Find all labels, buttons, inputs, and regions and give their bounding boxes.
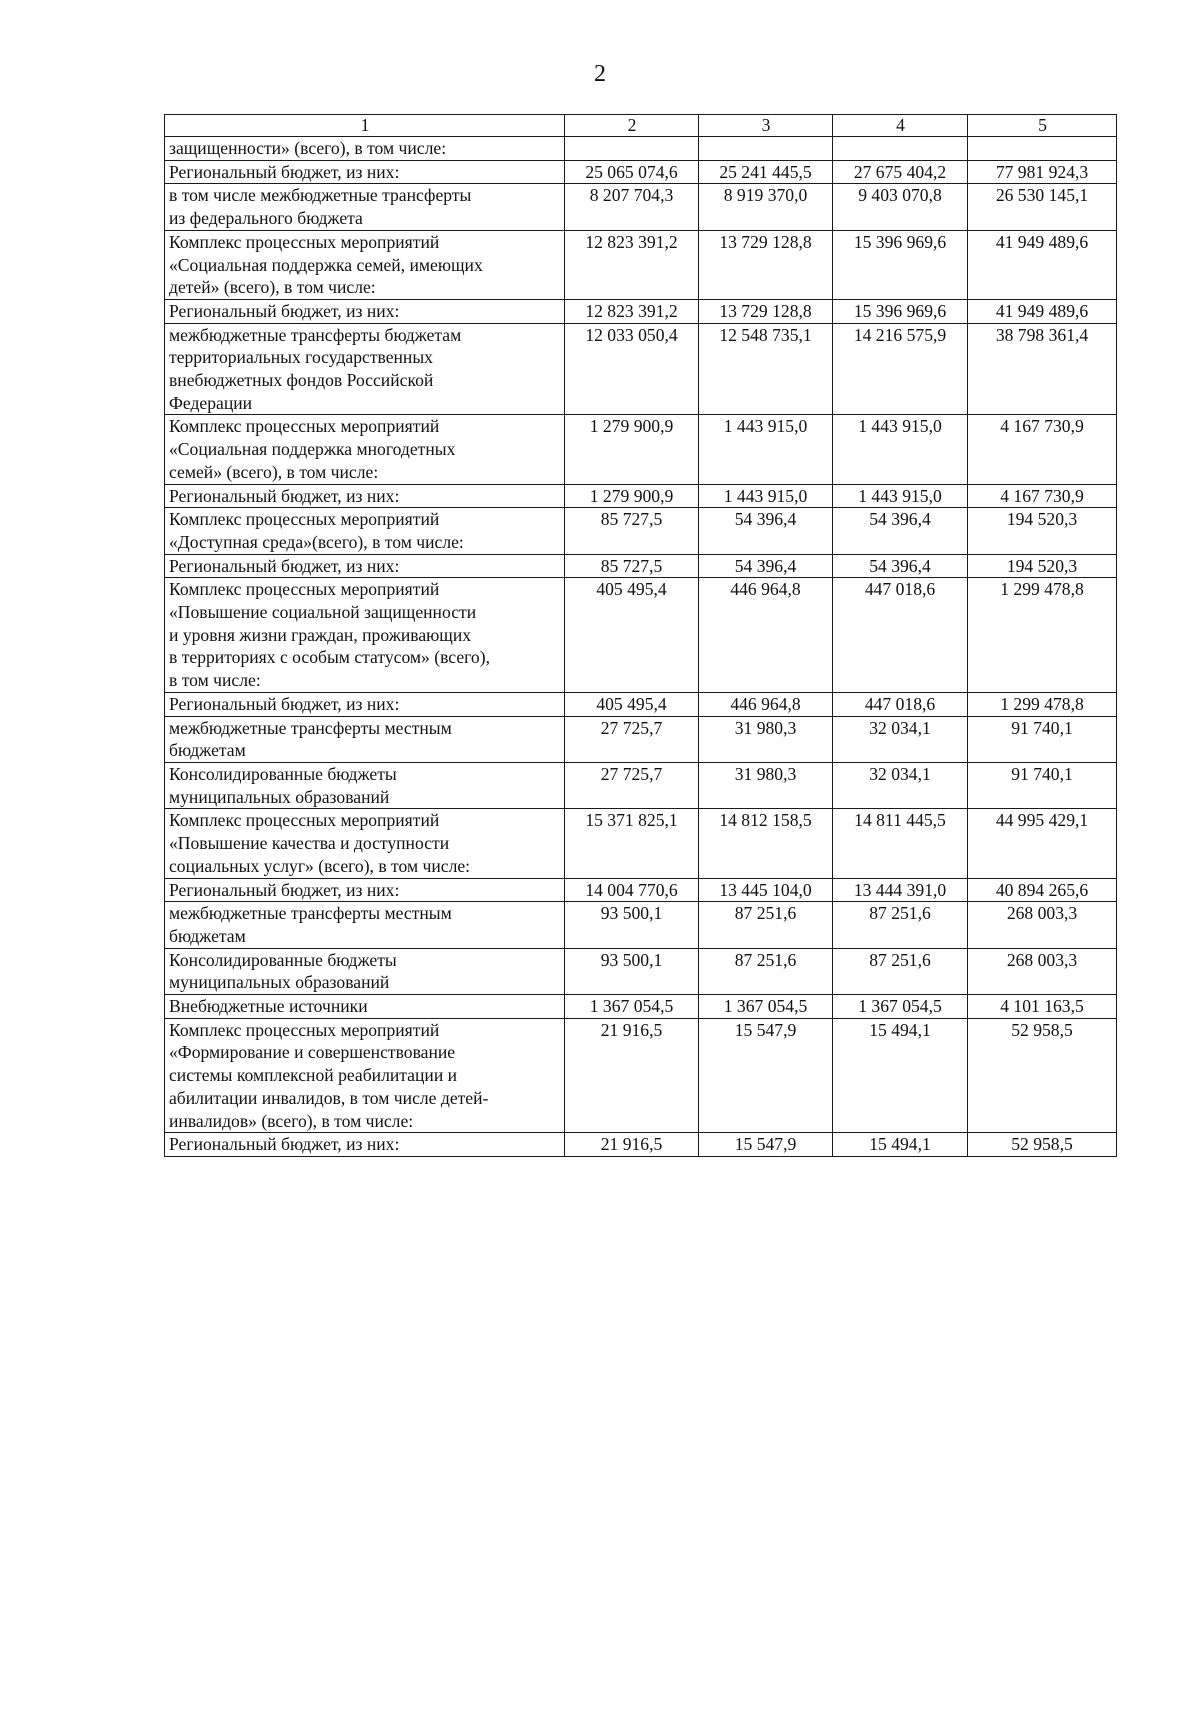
column-header: 4 xyxy=(833,115,968,137)
row-label: Региональный бюджет, из них: xyxy=(165,554,565,578)
value-cell-col5: 1 299 478,8 xyxy=(968,692,1117,716)
value-cell-col4: 27 675 404,2 xyxy=(833,160,968,184)
value-cell-col4: 447 018,6 xyxy=(833,578,968,693)
value-cell-col2: 21 916,5 xyxy=(565,1018,699,1133)
value-cell-col5 xyxy=(968,137,1117,161)
row-label: Комплекс процессных мероприятий «Социальная поддержка семей, имеющих детей» (всего), в том числе: xyxy=(165,230,565,299)
value-cell-col4: 1 367 054,5 xyxy=(833,995,968,1019)
table-row xyxy=(165,902,1117,948)
table-row xyxy=(165,508,1117,554)
value-cell-col4: 14 811 445,5 xyxy=(833,809,968,878)
value-cell-col3: 31 980,3 xyxy=(699,716,833,762)
table-row xyxy=(165,415,1117,484)
value-cell-col3: 54 396,4 xyxy=(699,554,833,578)
value-cell-col3: 15 547,9 xyxy=(699,1018,833,1133)
value-cell-col3: 1 367 054,5 xyxy=(699,995,833,1019)
value-cell-col3: 1 443 915,0 xyxy=(699,484,833,508)
value-cell-col2: 1 367 054,5 xyxy=(565,995,699,1019)
page-number: 2 xyxy=(594,61,606,87)
row-label: Региональный бюджет, из них: xyxy=(165,1133,565,1157)
table-row xyxy=(165,809,1117,878)
table-row xyxy=(165,578,1117,693)
value-cell-col3: 25 241 445,5 xyxy=(699,160,833,184)
row-label: Региональный бюджет, из них: xyxy=(165,299,565,323)
row-label: Комплекс процессных мероприятий «Формирование и совершенствование системы комплексной реабилитации и абилитации инвалидов, в том числе детей- инвалидов» (всего), в том числе: xyxy=(165,1018,565,1133)
value-cell-col4: 15 396 969,6 xyxy=(833,299,968,323)
value-cell-col5: 4 167 730,9 xyxy=(968,484,1117,508)
value-cell-col3: 12 548 735,1 xyxy=(699,323,833,415)
table-row xyxy=(165,323,1117,415)
value-cell-col4: 1 443 915,0 xyxy=(833,484,968,508)
value-cell-col4: 54 396,4 xyxy=(833,554,968,578)
value-cell-col2: 405 495,4 xyxy=(565,692,699,716)
value-cell-col5: 194 520,3 xyxy=(968,554,1117,578)
value-cell-col3: 14 812 158,5 xyxy=(699,809,833,878)
row-label: в том числе межбюджетные трансферты из федерального бюджета xyxy=(165,184,565,230)
value-cell-col2: 1 279 900,9 xyxy=(565,484,699,508)
value-cell-col2: 21 916,5 xyxy=(565,1133,699,1157)
value-cell-col4: 13 444 391,0 xyxy=(833,878,968,902)
value-cell-col2 xyxy=(565,137,699,161)
value-cell-col4: 9 403 070,8 xyxy=(833,184,968,230)
value-cell-col4 xyxy=(833,137,968,161)
table-row xyxy=(165,554,1117,578)
row-label: Региональный бюджет, из них: xyxy=(165,484,565,508)
budget-table xyxy=(164,114,1117,1157)
value-cell-col3: 446 964,8 xyxy=(699,578,833,693)
value-cell-col4: 32 034,1 xyxy=(833,716,968,762)
value-cell-col3: 1 443 915,0 xyxy=(699,415,833,484)
table-row xyxy=(165,299,1117,323)
value-cell-col5: 52 958,5 xyxy=(968,1133,1117,1157)
value-cell-col4: 14 216 575,9 xyxy=(833,323,968,415)
column-header: 3 xyxy=(699,115,833,137)
value-cell-col4: 15 494,1 xyxy=(833,1133,968,1157)
row-label: межбюджетные трансферты бюджетам территориальных государственных внебюджетных фондов Российской Федерации xyxy=(165,323,565,415)
value-cell-col5: 91 740,1 xyxy=(968,762,1117,808)
table-row xyxy=(165,1018,1117,1133)
value-cell-col2: 93 500,1 xyxy=(565,902,699,948)
value-cell-col4: 447 018,6 xyxy=(833,692,968,716)
table-row xyxy=(165,995,1117,1019)
value-cell-col4: 1 443 915,0 xyxy=(833,415,968,484)
value-cell-col3: 13 729 128,8 xyxy=(699,230,833,299)
row-label: межбюджетные трансферты местным бюджетам xyxy=(165,902,565,948)
value-cell-col4: 87 251,6 xyxy=(833,948,968,994)
value-cell-col2: 15 371 825,1 xyxy=(565,809,699,878)
row-label: Комплекс процессных мероприятий «Социальная поддержка многодетных семей» (всего), в том числе: xyxy=(165,415,565,484)
value-cell-col2: 405 495,4 xyxy=(565,578,699,693)
value-cell-col3: 87 251,6 xyxy=(699,902,833,948)
value-cell-col2: 85 727,5 xyxy=(565,554,699,578)
value-cell-col2: 85 727,5 xyxy=(565,508,699,554)
row-label: межбюджетные трансферты местным бюджетам xyxy=(165,716,565,762)
value-cell-col3: 13 445 104,0 xyxy=(699,878,833,902)
value-cell-col5: 268 003,3 xyxy=(968,948,1117,994)
value-cell-col3: 13 729 128,8 xyxy=(699,299,833,323)
row-label: Консолидированные бюджеты муниципальных образований xyxy=(165,762,565,808)
value-cell-col3: 446 964,8 xyxy=(699,692,833,716)
value-cell-col3: 15 547,9 xyxy=(699,1133,833,1157)
value-cell-col5: 77 981 924,3 xyxy=(968,160,1117,184)
value-cell-col5: 40 894 265,6 xyxy=(968,878,1117,902)
table-row xyxy=(165,184,1117,230)
value-cell-col2: 93 500,1 xyxy=(565,948,699,994)
row-label: Комплекс процессных мероприятий «Доступная среда»(всего), в том числе: xyxy=(165,508,565,554)
value-cell-col3: 8 919 370,0 xyxy=(699,184,833,230)
value-cell-col2: 14 004 770,6 xyxy=(565,878,699,902)
value-cell-col5: 91 740,1 xyxy=(968,716,1117,762)
value-cell-col5: 1 299 478,8 xyxy=(968,578,1117,693)
value-cell-col5: 44 995 429,1 xyxy=(968,809,1117,878)
value-cell-col2: 12 823 391,2 xyxy=(565,230,699,299)
value-cell-col5: 26 530 145,1 xyxy=(968,184,1117,230)
value-cell-col2: 12 823 391,2 xyxy=(565,299,699,323)
value-cell-col4: 87 251,6 xyxy=(833,902,968,948)
table-row xyxy=(165,160,1117,184)
value-cell-col5: 268 003,3 xyxy=(968,902,1117,948)
value-cell-col5: 4 101 163,5 xyxy=(968,995,1117,1019)
table-row xyxy=(165,230,1117,299)
column-header: 2 xyxy=(565,115,699,137)
row-label: Региональный бюджет, из них: xyxy=(165,160,565,184)
table-body xyxy=(165,115,1117,1157)
value-cell-col2: 25 065 074,6 xyxy=(565,160,699,184)
value-cell-col3: 87 251,6 xyxy=(699,948,833,994)
value-cell-col5: 4 167 730,9 xyxy=(968,415,1117,484)
value-cell-col5: 38 798 361,4 xyxy=(968,323,1117,415)
row-label: Региональный бюджет, из них: xyxy=(165,878,565,902)
value-cell-col4: 54 396,4 xyxy=(833,508,968,554)
value-cell-col5: 52 958,5 xyxy=(968,1018,1117,1133)
value-cell-col2: 8 207 704,3 xyxy=(565,184,699,230)
table-row xyxy=(165,716,1117,762)
table-row xyxy=(165,692,1117,716)
table-row xyxy=(165,878,1117,902)
column-header: 5 xyxy=(968,115,1117,137)
value-cell-col2: 1 279 900,9 xyxy=(565,415,699,484)
value-cell-col4: 32 034,1 xyxy=(833,762,968,808)
column-header: 1 xyxy=(165,115,565,137)
value-cell-col2: 27 725,7 xyxy=(565,716,699,762)
value-cell-col2: 27 725,7 xyxy=(565,762,699,808)
value-cell-col5: 41 949 489,6 xyxy=(968,299,1117,323)
row-label: Внебюджетные источники xyxy=(165,995,565,1019)
value-cell-col4: 15 494,1 xyxy=(833,1018,968,1133)
value-cell-col2: 12 033 050,4 xyxy=(565,323,699,415)
value-cell-col5: 194 520,3 xyxy=(968,508,1117,554)
row-label: Региональный бюджет, из них: xyxy=(165,692,565,716)
table-row xyxy=(165,948,1117,994)
value-cell-col4: 15 396 969,6 xyxy=(833,230,968,299)
header-row xyxy=(165,115,1117,137)
value-cell-col3: 31 980,3 xyxy=(699,762,833,808)
value-cell-col5: 41 949 489,6 xyxy=(968,230,1117,299)
row-label: Комплекс процессных мероприятий «Повышение социальной защищенности и уровня жизни граждан, проживающих в территориях с особым статусом» (всего), в том числе: xyxy=(165,578,565,693)
table-row xyxy=(165,137,1117,161)
table-row xyxy=(165,484,1117,508)
row-label: Комплекс процессных мероприятий «Повышение качества и доступности социальных услуг» (всего), в том числе: xyxy=(165,809,565,878)
row-label: Консолидированные бюджеты муниципальных образований xyxy=(165,948,565,994)
table-row xyxy=(165,762,1117,808)
value-cell-col3 xyxy=(699,137,833,161)
table-row xyxy=(165,1133,1117,1157)
row-label: защищенности» (всего), в том числе: xyxy=(165,137,565,161)
value-cell-col3: 54 396,4 xyxy=(699,508,833,554)
